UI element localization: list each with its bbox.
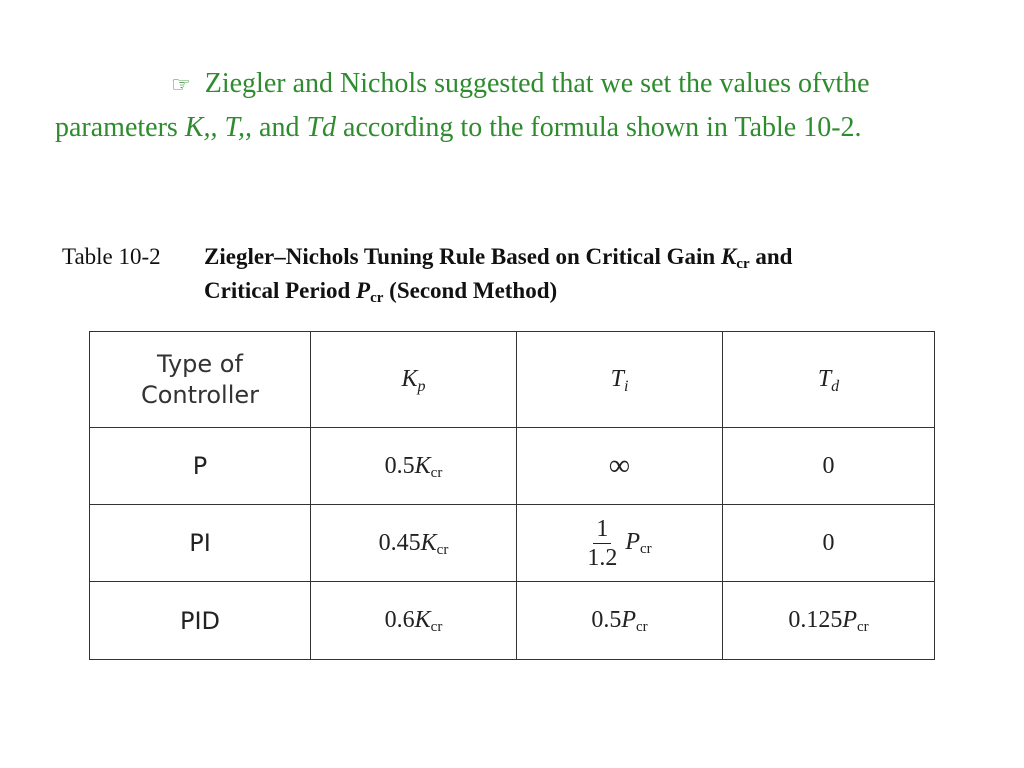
- intro-text-3: according to the formula shown in Table 10-2.: [336, 112, 862, 143]
- row-pid-td-coef: 0.125: [788, 607, 843, 633]
- fraction-denominator: 1.2: [587, 544, 618, 571]
- row-pi-ti-fraction: [587, 515, 617, 572]
- row-pi-kp: [311, 505, 517, 582]
- header-kp-base: K: [401, 366, 418, 392]
- title-part-2: and: [749, 244, 793, 269]
- table-row: [90, 505, 935, 582]
- row-pi-td: 0: [723, 505, 935, 582]
- row-pid-ti-coef: 0.5: [591, 607, 622, 633]
- title-pcr-sub: cr: [370, 290, 384, 306]
- header-td: [723, 332, 935, 428]
- row-p-kp-var: K: [414, 452, 431, 479]
- row-pid-controller: PID: [90, 582, 311, 660]
- row-pi-ti: [517, 505, 723, 582]
- title-part-4: (Second Method): [383, 278, 558, 303]
- fraction-numerator: 1: [593, 515, 611, 544]
- header-kp: [311, 332, 517, 428]
- row-pid-kp: [311, 582, 517, 660]
- header-controller-line1: Type of: [157, 349, 243, 378]
- intro-var-td: Td: [306, 112, 337, 143]
- intro-paragraph: [55, 62, 955, 149]
- pointing-hand-icon: ☞: [171, 72, 191, 97]
- row-pi-ti-sub: cr: [640, 540, 652, 557]
- row-pid-td-sub: cr: [857, 619, 869, 635]
- header-ti: [517, 332, 723, 428]
- row-pid-ti-sub: cr: [636, 619, 648, 635]
- table-row: [90, 582, 935, 660]
- intro-text-1: Ziegler and Nichols suggested that we set the values ofvthe parameters: [55, 68, 870, 143]
- table-header-row: [90, 332, 935, 428]
- title-part-3: Critical Period: [204, 278, 357, 303]
- header-kp-sub: p: [417, 378, 426, 395]
- row-pid-td: [723, 582, 935, 660]
- header-ti-base: T: [610, 366, 624, 392]
- header-controller-type: [90, 332, 311, 428]
- title-pcr-base: P: [356, 278, 371, 303]
- row-p-ti-infinity: ∞: [608, 449, 631, 482]
- table-label: Table 10-2: [62, 244, 161, 269]
- row-pid-kp-sub: cr: [430, 619, 443, 635]
- row-p-controller: P: [90, 428, 311, 505]
- header-td-base: T: [817, 366, 832, 392]
- header-td-sub: d: [831, 378, 840, 395]
- row-p-kp-coef: 0.5: [384, 452, 415, 479]
- row-pid-kp-var: K: [414, 607, 431, 633]
- row-pi-ti-var: P: [625, 528, 640, 555]
- title-kcr-sub: cr: [736, 256, 750, 272]
- intro-var-k: K,,: [184, 112, 218, 143]
- row-p-ti: [517, 428, 723, 505]
- row-pid-td-var: P: [842, 607, 857, 633]
- tuning-rule-table: [89, 331, 935, 660]
- intro-var-t: T,,: [224, 112, 253, 143]
- header-ti-sub: i: [623, 378, 629, 395]
- table-title: [204, 240, 792, 308]
- row-p-kp: [311, 428, 517, 505]
- row-pid-ti: [517, 582, 723, 660]
- row-pi-kp-var: K: [420, 529, 437, 556]
- row-pid-ti-var: P: [621, 607, 636, 633]
- row-pi-kp-coef: 0.45: [378, 529, 421, 556]
- row-pi-kp-sub: cr: [436, 541, 449, 558]
- title-part-1: Ziegler–Nichols Tuning Rule Based on Critical Gain: [204, 244, 721, 269]
- intro-text-2: and: [252, 112, 307, 143]
- row-p-kp-sub: cr: [430, 464, 443, 481]
- row-pi-controller: PI: [90, 505, 311, 582]
- table-row: [90, 428, 935, 505]
- title-kcr-base: K: [720, 244, 737, 269]
- header-controller-line2: Controller: [140, 380, 260, 409]
- intro-sep: [218, 112, 225, 143]
- row-pid-kp-coef: 0.6: [384, 607, 415, 633]
- row-p-td: 0: [723, 428, 935, 505]
